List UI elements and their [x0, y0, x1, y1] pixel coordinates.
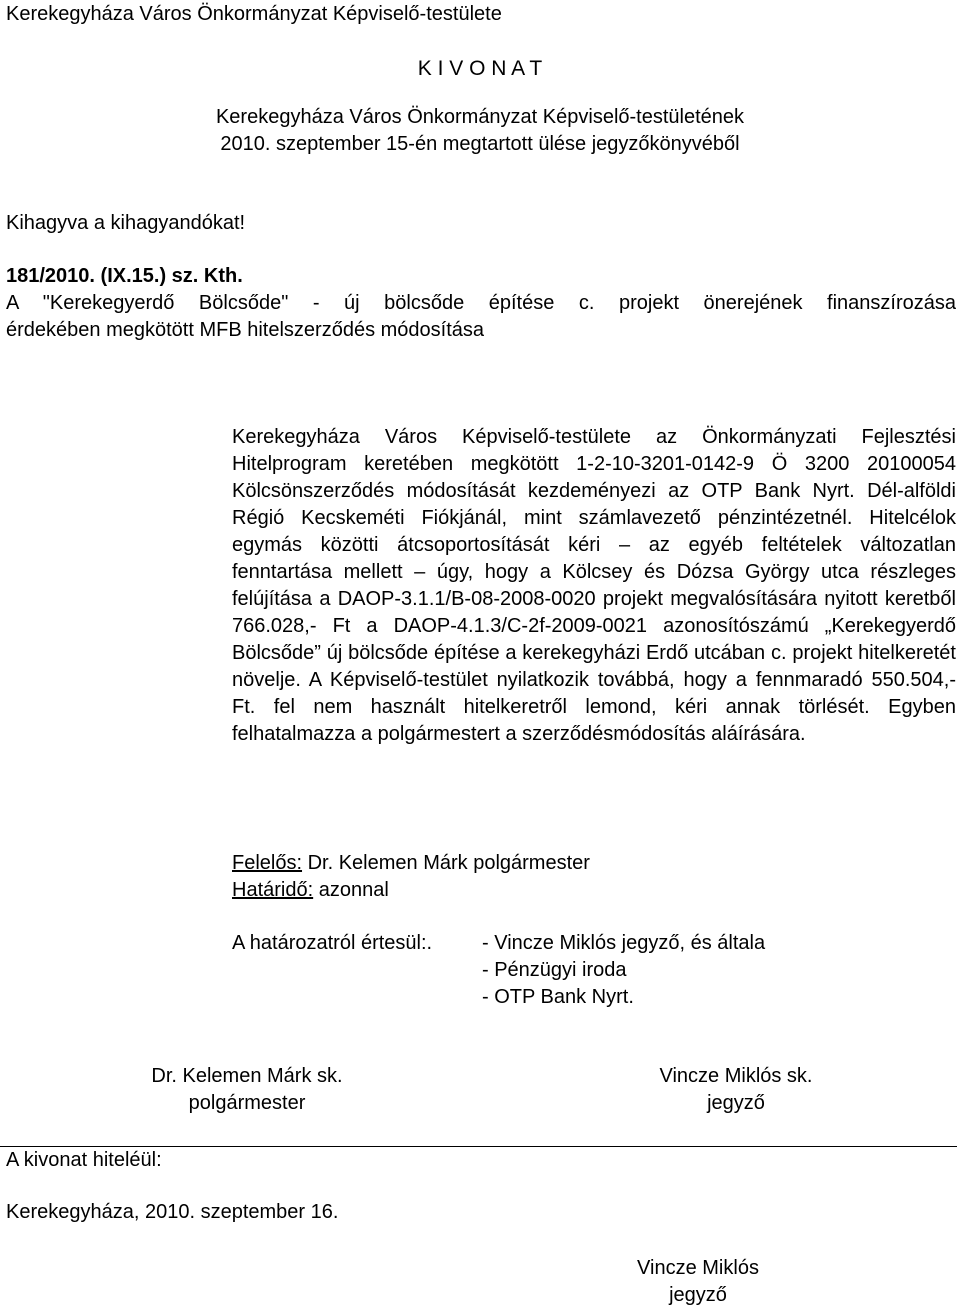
- place-date: Kerekegyháza, 2010. szeptember 16.: [6, 1201, 339, 1223]
- doc-type-title: K I V O N A T: [417, 57, 543, 80]
- notified-item: - Vincze Miklós jegyző, és általa: [482, 932, 766, 954]
- footer-signer-name: Vincze Miklós: [637, 1257, 759, 1279]
- omission-note: Kihagyva a kihagyandókat!: [6, 212, 246, 234]
- notified-label: A határozatról értesül:.: [232, 932, 433, 954]
- resolution-body-text: Kerekegyháza Város Képviselő-testülete az Önkormányzati Fejlesztési Hitelprogram keretében megkötött 1-2-10-3201-0142-9 Ö 3200 20100054 Kölcsönszerződés módosítását kezdeményezi az OTP Bank Nyrt. Dél-alföldi Régió Kecskeméti Fiókjánál, mint számlavezető pénzintézetnél. Hitelcélok egymás közötti átcsoportosítását kéri – az egyéb feltételek változatlan fenntartása mellett – úgy, hogy a Kölcsey és Dózsa György utca részleges felújítása a DAOP-3.1.1/B-08-2008-0020 projekt megvalósítására nyitott keretből 766.028,- Ft a DAOP-4.1.3/C-2f-2009-0021 azonosítószámú „Kerekegyerdő Bölcsőde” új bölcsőde építése a kerekegyházi Erdő utcában c. projekt hitelkeretét növelje. A Képviselő-testület nyilatkozik továbbá, hogy a fennmaradó 550.504,- Ft. fel nem használt hitelkeretről lemond, kéri annak törlését. Egyben felhatalmazza a polgármestert a szerződésmódosítás aláírására.: [232, 426, 956, 745]
- signature-left-title: polgármester: [188, 1092, 306, 1114]
- resolution-body: [232, 424, 956, 748]
- footer-signer-title: jegyző: [669, 1284, 727, 1306]
- resolution-number: 181/2010. (IX.15.) sz. Kth.: [6, 265, 243, 287]
- notified-item: - OTP Bank Nyrt.: [482, 986, 634, 1008]
- signature-left-name: Dr. Kelemen Márk sk.: [151, 1065, 343, 1087]
- certified-label: A kivonat hiteléül:: [6, 1149, 162, 1171]
- deadline-row: [232, 877, 389, 904]
- minutes-source-line2: 2010. szeptember 15-én megtartott ülése jegyzőkönyvéből: [220, 133, 740, 155]
- deadline-value: azonnal: [313, 879, 389, 901]
- notified-item: - Pénzügyi iroda: [482, 959, 627, 981]
- signature-right-title: jegyző: [707, 1092, 765, 1114]
- deadline-label: Határidő:: [232, 879, 314, 901]
- minutes-source-line1: Kerekegyháza Város Önkormányzat Képviselő-testületének: [215, 106, 745, 128]
- responsible-label: Felelős:: [232, 852, 303, 874]
- responsible-row: [232, 850, 590, 877]
- signature-right-name: Vincze Miklós sk.: [659, 1065, 813, 1087]
- org-name: Kerekegyháza Város Önkormányzat Képviselő-testülete: [6, 3, 502, 25]
- resolution-subject-line2: érdekében megkötött MFB hitelszerződés módosítása: [6, 319, 485, 341]
- resolution-subject-line1: A "Kerekegyerdő Bölcsőde" - új bölcsőde építése c. projekt önerejének finanszírozása: [6, 292, 956, 314]
- responsible-value: Dr. Kelemen Márk polgármester: [302, 852, 590, 874]
